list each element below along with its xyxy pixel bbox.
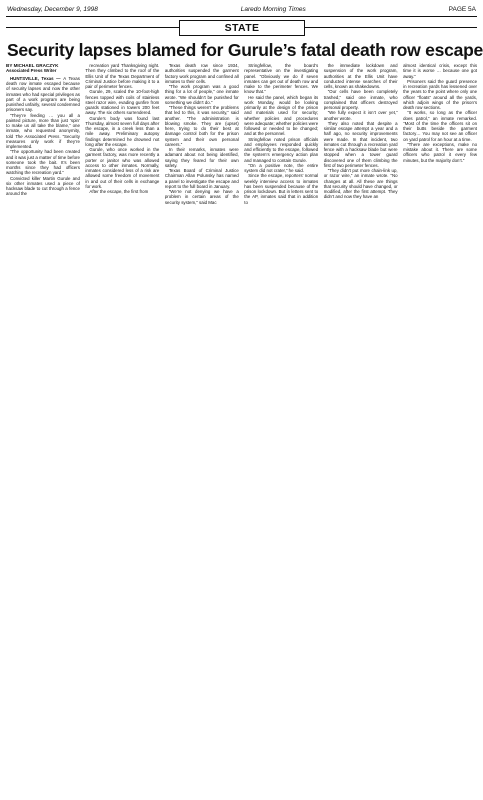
paragraph-text: Texas Board of Criminal Justice Chairman Allan Polunsky has named a panel to investigate the escape and report to the full board in January.	[164, 168, 239, 189]
article-paragraph	[165, 168, 239, 189]
article-paragraph	[165, 105, 239, 147]
paragraph-text: “On a positive note, the entire system did not crater,” he said.	[244, 162, 319, 173]
paragraph-text: “These things weren’t the problems that led to this, it was security,” said another. “The administration is blowing smoke. They are (upset) here, trying to do their best at damage control both for the prison system and their own personal careers.”	[164, 105, 239, 147]
article-column-4	[244, 63, 318, 205]
paragraph-text: Stringfellow noted prison officials and employees responded quickly and efficiently to the escape, followed the system’s emergency action plan and managed to contain Gurule.	[244, 136, 319, 163]
article-column-6	[403, 63, 477, 163]
article-paragraph	[6, 76, 80, 113]
article-paragraph	[324, 63, 398, 89]
article-paragraph	[403, 63, 477, 79]
article-paragraph	[6, 113, 80, 150]
article-paragraph	[403, 110, 477, 142]
article-column-2	[85, 63, 159, 194]
paragraph-text: “Our cells have been completely trashed,” said one inmate, who complained that officers destroyed personal property.	[323, 89, 398, 110]
page-folio	[6, 6, 477, 17]
article-paragraph	[244, 173, 318, 205]
paragraph-text: Stringfellow, the board’s representative on the investigating panel. “Obviously we do if seven inmates can get out of death row and make to the perimeter fences. We know that.”	[244, 63, 319, 95]
article-paragraph	[244, 63, 318, 95]
paragraph-text: Texas death row since 1934, authorities suspended the garment factory work program and confined all inmates to their cells.	[164, 63, 239, 84]
article-column-5	[324, 63, 398, 200]
byline-agency: Associated Press Writer	[6, 68, 57, 74]
newspaper-page	[6, 6, 483, 205]
section-label: STATE	[179, 20, 305, 36]
article-paragraph	[324, 110, 398, 121]
article-paragraph	[324, 121, 398, 168]
article-paragraph	[165, 189, 239, 205]
paragraph-text: Gurule, who once worked in the garment factory, was more recently a porter or janitor who was allowed access to other inmates. Normally, inmates considered less of a risk are allowed some freedom of movement in and out of their cells in exchange for work.	[85, 147, 160, 189]
article-paragraph	[85, 63, 159, 89]
headline: Security lapses blamed for Gurule’s fatal death row escape	[7, 40, 483, 60]
article-paragraph	[324, 89, 398, 110]
folio-paper-name: Laredo Morning Times	[240, 6, 306, 13]
article-paragraph	[324, 168, 398, 200]
paragraph-text: Prisoners said the guard presence in recreation yards has lessened over the years to the point where only one officer “floats” around all the yards, which adjoin wings of the prison’s death row sections.	[403, 78, 478, 110]
byline: BY MICHAEL GRACZYK	[6, 63, 59, 68]
article-paragraph	[244, 95, 318, 137]
paragraph-text: Gurule, 29, scaled the 10-foot-high fences topped with coils of stainless steel razor wire, evading gunfire from guards stationed in towers 200 feet away. The six others surrendered.	[85, 89, 160, 116]
paragraph-text: Since the escape, reporters’ normal weekly interview access to inmates has been suspended because of the prison lockdown. But in letters sent to the AP, inmates said that in addition to	[244, 173, 319, 205]
article-paragraph	[244, 137, 318, 163]
article-paragraph	[165, 147, 239, 168]
paragraph-text: “The opportunity had been created and it was just a matter of time before someone took the bait. It’s been months since they had officers watching the recreation yard.”	[6, 149, 80, 176]
section-header	[6, 20, 477, 36]
article-paragraph	[85, 116, 159, 148]
article-column-3	[165, 63, 239, 205]
paragraph-text: After the escape, the first from	[89, 189, 149, 194]
paragraph-text: In their remarks, inmates were adamant about not being identified, saying they feared for their own safety.	[164, 147, 239, 168]
article-paragraph	[6, 176, 80, 197]
article-paragraph	[403, 79, 477, 111]
article-paragraph	[165, 63, 239, 84]
article-paragraph	[85, 189, 159, 194]
paragraph-text: They also noted that despite a similar escape attempt a year and a half ago, no security improvements were made. In that incident, two inmates cut through a recreation yard fence with a hacksaw blade but were stopped when a tower guard discovered one of them climbing the first of two perimeter fences.	[323, 120, 398, 168]
article-paragraph	[244, 163, 318, 174]
article-paragraph	[165, 84, 239, 105]
paragraph-text: “We’re not denying we have a problem in certain areas of the security system,” said Mac	[164, 189, 239, 205]
article-paragraph	[6, 149, 80, 175]
paragraph-text: the immediate lockdown and suspension of the work program, authorities at the Ellis Unit have conducted intense searches of their cells, known as shakedowns.	[323, 63, 398, 89]
paragraph-text: A Texas death row inmate escaped because of security lapses and now the other inmates who had special privileges as part of a work program are being punished unfairly, several condemned prisoners say.	[6, 75, 80, 113]
paragraph-text: almost identical crisis, except this time it is worse … because one got away.”	[403, 63, 478, 79]
folio-page-number: PAGE 5A	[448, 6, 476, 13]
dateline: HUNTSVILLE, Texas —	[10, 75, 64, 81]
paragraph-text: “It works, so long as the officer does patrol,” an inmate remarked. “Most of the time the officers sit on their butts beside the garment factory… You may not see an officer on yard patrol for an hour at a time.	[403, 110, 478, 142]
article-body	[6, 63, 477, 205]
paragraph-text: He said the panel, which began its work Monday, would be looking primarily at the design of the prison and materials used for security; whether policies and procedures were adequate; whether policies were followed or needed to be changed; and at the personnel.	[244, 94, 319, 137]
paragraph-text: “They didn’t put more chain-link up, or razor wire,” an inmate wrote. “No changes at all. All these are things that security should have changed, or modified, after the first attempt. They didn’t and now they have an	[323, 168, 398, 200]
article-paragraph	[85, 89, 159, 115]
folio-date: Wednesday, December 9, 1998	[7, 6, 98, 13]
paragraph-text: recreation yard Thanksgiving night. Then they climbed to the roof of the Ellis Unit of the Texas Department of Criminal Justice before making it to a pair of perimeter fences.	[85, 63, 160, 89]
article-column-1	[6, 63, 80, 197]
article-paragraph	[85, 147, 159, 189]
paragraph-text: Gurule’s body was found last Thursday, almost seven full days after the escape, in a creek less than a mile away. Preliminary autopsy findings determined he drowned not long after the escape.	[85, 115, 160, 147]
paragraph-text: “The work program was a good thing for a lot of people,” one inmate wrote. “We shouldn’t be punished for something we didn’t do.”	[164, 84, 239, 105]
article-paragraph	[403, 142, 477, 163]
paragraph-text: “There are exceptions, make no mistake about it. There are some officers who patrol it every few minutes, but the majority don’t.”	[403, 141, 478, 163]
paragraph-text: Convicted killer Martin Gurule and six other inmates used a piece of hacksaw blade to cut through a fence around the	[6, 175, 80, 197]
paragraph-text: “We fully expect it isn’t over yet,” another wrote.	[323, 110, 398, 121]
paragraph-text: “They’re feeding … you all a painted picture, more than just ‘spin’ to make us all take the blame,” one inmate, who requested anonymity, told The Associated Press. “Security measures only work if they’re implemented.	[6, 112, 80, 150]
